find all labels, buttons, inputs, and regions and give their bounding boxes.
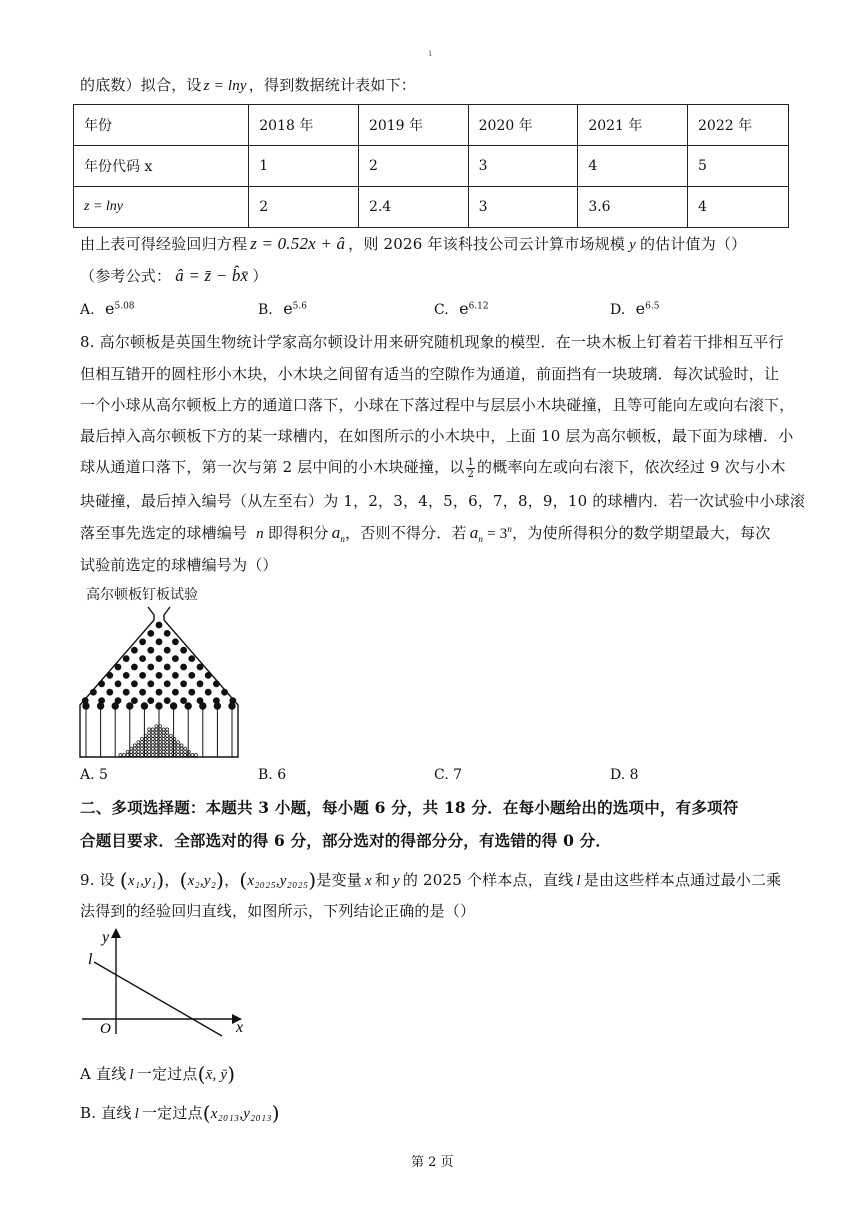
ball [184,754,187,757]
intro-text-b: ，得到数据统计表如下： [248,76,416,94]
ball [166,741,169,744]
ball [169,750,172,753]
q9-option-a-text-b: 一定过点 [136,1065,198,1083]
table-cell: 3 [468,146,578,187]
funnel-left [148,607,154,620]
q8-line-5 [80,456,786,480]
q8-text-5a: 球从通道口落下，第一次与第 2 层中间的小木块碰撞，以 [80,458,465,476]
ball [155,731,158,734]
peg [156,638,163,645]
q9-line-2: 法得到的经验回归直线，如图所示，下列结论正确的是（） [80,902,476,920]
peg [205,672,212,679]
q8-line-7 [80,522,771,544]
ball [155,747,158,750]
ball [148,744,151,747]
q7-reference-formula [80,265,268,286]
q9-line-1 [80,868,781,892]
option-exponent: 5.6 [292,301,307,312]
one-half-fraction [466,457,475,480]
galton-figure-title: 高尔顿板钉板试验 [86,587,198,603]
ball [166,738,169,741]
table-cell: 4 [578,146,688,187]
table-cell: 2021 年 [578,105,688,146]
q7-text-b: ，则 2026 年该科技公司云计算市场规模 [348,235,626,253]
option-base: e [105,299,115,318]
ball [141,738,144,741]
q8-option-2: B. 6 [258,767,287,783]
peg [188,672,195,679]
peg [115,664,122,671]
ball [126,750,129,753]
q8-text-7c: ，否则不得分．若 [345,524,467,542]
option-base: e [283,299,293,318]
peg [156,622,163,629]
q7-line-1 [80,233,746,254]
ball [180,750,183,753]
ball [195,754,198,757]
ball [155,734,158,737]
peg [172,655,179,662]
q9-var-x: x [364,873,372,889]
q9-text-b: 是变量 [316,871,362,889]
peg [172,672,179,679]
peg [147,664,154,671]
table-row [74,187,789,228]
peg [131,647,138,654]
sample-point-1: (x₁,y₁) [119,868,165,892]
ball [166,754,169,757]
table-cell: 2 [358,146,468,187]
q8-sup-n: n [507,524,513,534]
ball [133,750,136,753]
ball [151,754,154,757]
q8-text-7b: 即得积分 [267,524,329,542]
q9-option-a-var-l: l [129,1067,134,1083]
ball [151,750,154,753]
peg [164,664,171,671]
ball [151,728,154,731]
slot-peg [170,703,176,709]
ball [148,734,151,737]
q9-option-b-var-l: l [134,1106,139,1122]
ball [177,741,180,744]
mean-point: (x̄, ȳ) [197,1062,236,1086]
ball [155,744,158,747]
q8-sub-n: n [340,534,346,544]
peg [197,664,204,671]
ball [184,750,187,753]
ref-formula: â = z̄ − b̂x̄ [175,266,249,285]
ball [166,734,169,737]
sample-point-1-text: x₁,y₁ [127,873,157,889]
table-row [74,146,789,187]
peg [131,664,138,671]
q9-var-l: l [576,873,581,889]
ball [169,734,172,737]
ball [162,734,165,737]
peg [164,647,171,654]
point-2013-text: x₂₀₁₃,y₂₀₁₃ [210,1106,272,1122]
slot-peg [112,703,118,709]
ball [162,741,165,744]
q8-text-7a: 落至事先选定的球槽编号 [80,524,248,542]
q9-option-b-text: B. 直线 [80,1104,132,1122]
ball [177,747,180,750]
q9-number: 9. 设 [80,871,115,889]
slot-peg [127,703,133,709]
peg [213,680,220,687]
ball [169,741,172,744]
ball [162,750,165,753]
q7-option-b [258,299,307,318]
axis-label-y: y [102,929,110,946]
q7-option-c [434,299,489,318]
ball [148,728,151,731]
ball [151,744,154,747]
ball [166,750,169,753]
table-cell: 年份 [74,105,249,146]
page-footer: 第 2 页 [411,1155,454,1170]
table-cell: 3 [468,187,578,228]
peg [123,672,130,679]
ball [155,754,158,757]
ball [191,754,194,757]
section2-heading-line-2: 合题目要求．全部选对的得 6 分，部分选对的得部分分，有选错的得 0 分． [80,831,612,850]
peg [139,689,146,696]
peg [147,680,154,687]
ball [162,744,165,747]
peg [180,680,187,687]
ball [169,747,172,750]
slot-peg [214,703,220,709]
q8-a-n: a [331,523,341,542]
ball [184,747,187,750]
table-cell: 年份代码 x [74,146,249,187]
intro-equation: z = lny [203,78,247,94]
ball [162,754,165,757]
origin-label: O [100,1021,111,1037]
sample-point-2-text: x₂,y₂ [187,873,217,889]
q8-text-7d: ，为使所得积分的数学期望最大，每次 [512,524,771,542]
q9-option-b-text-b: 一定过点 [141,1104,203,1122]
regression-equation: z = 0.52x + â [250,234,346,253]
ball [166,728,169,731]
peg [156,672,163,679]
q9-text-d: 是由这些样本点通过最小二乘 [583,871,782,889]
ref-label: （参考公式： [80,267,172,285]
peg [164,680,171,687]
peg [180,647,187,654]
fraction-numerator: 1 [467,456,475,468]
peg [188,689,195,696]
table-cell: z = lny [74,187,249,228]
q8-var-n: n [256,526,264,542]
table-cell: 2 [249,187,359,228]
q8-sub-n-2: n [478,534,484,544]
q9-option-a-text: A 直线 [80,1065,127,1083]
sample-point-2025-text: x₂₀₂₅,y₂₀₂₅ [247,873,309,889]
table-cell: 3.6 [578,187,688,228]
table-cell: 4 [688,187,789,228]
ball [155,728,158,731]
table-cell: 2018 年 [249,105,359,146]
ball [162,747,165,750]
intro-line [80,74,416,95]
ball [169,744,172,747]
ball [133,744,136,747]
slot-peg [185,703,191,709]
ball [169,738,172,741]
table-cell: 2022 年 [688,105,789,146]
ball [180,744,183,747]
q8-option-4: D. 8 [610,767,639,783]
collected-balls [119,725,198,757]
ball [148,750,151,753]
slot-peg [141,703,147,709]
fraction-denominator: 2 [467,468,475,480]
ball [126,754,129,757]
ball [155,725,158,728]
peg [221,689,228,696]
ball [162,728,165,731]
q8-line-8: 试验前选定的球槽编号为（） [80,556,278,574]
ball [141,741,144,744]
ball [166,744,169,747]
ball [148,741,151,744]
q9-option-a [80,1062,235,1086]
q8-a-n-eq: a [469,523,479,542]
peg [180,697,187,704]
q8-line-4: 最后掉入高尔顿板下方的某一球槽内，在如图所示的小木块中，上面 10 层为高尔顿板，最下面为球槽．小 [80,427,794,445]
ball [162,731,165,734]
peg [106,672,113,679]
ref-close: ） [252,267,268,285]
option-base: e [459,299,469,318]
q8-line-1: 8. 高尔顿板是英国生物统计学家高尔顿设计用来研究随机现象的模型．在一块木板上钉着若干排相互平行 [80,333,784,351]
ball-slots [83,703,235,757]
peg [139,672,146,679]
option-label: B. [258,302,273,318]
sep-2: ， [224,871,240,889]
ball [148,754,151,757]
q8-text-5b: 的概率向左或向右滚下，依次经过 9 次与小木 [477,458,786,476]
peg-grid [82,622,236,704]
ball [180,754,183,757]
peg [188,655,195,662]
peg [131,680,138,687]
regression-line-l [94,962,222,1036]
slot-peg [83,703,89,709]
ball [148,738,151,741]
ball [137,747,140,750]
intro-text-a: 的底数）拟合，设 [80,76,202,94]
q8-option-3: C. 7 [434,767,463,783]
slot-peg [156,703,162,709]
peg [98,680,105,687]
ball [162,738,165,741]
ball [169,754,172,757]
mean-point-text: x̄, ȳ [205,1067,228,1083]
ball [141,747,144,750]
ball [166,731,169,734]
line-label-l: l [88,951,93,968]
peg [172,638,179,645]
sample-point-2: (x₂,y₂) [179,868,225,892]
q9-option-b [80,1101,280,1125]
header-mark: 1 [428,50,433,58]
option-exponent: 5.08 [114,301,135,312]
q9-var-y: y [393,873,400,889]
ball [148,731,151,734]
peg [147,647,154,654]
ball [123,754,126,757]
ball [137,750,140,753]
table-cell: 2019 年 [358,105,468,146]
q8-eq-rhs: = 3 [487,526,508,542]
q7-var-y: y [629,237,636,253]
peg [172,689,179,696]
peg [205,689,212,696]
slot-peg [229,703,235,709]
table-cell: 1 [249,146,359,187]
ball [151,738,154,741]
ball [151,747,154,750]
q7-option-a [80,299,135,318]
q7-text-c: 的估计值为（） [639,235,747,253]
point-2013: (x₂₀₁₃,y₂₀₁₃) [202,1101,280,1125]
axis-label-x: x [236,1019,244,1036]
q8-line-2: 但相互错开的圆柱形小木块，小木块之间留有适当的空隙作为通道，前面挡有一块玻璃．每次试验时，让 [80,365,780,383]
table-row [74,105,789,146]
statistics-table [73,104,789,228]
sep-1: ， [164,871,180,889]
option-base: e [635,299,646,318]
ball [119,754,122,757]
ball [151,741,154,744]
ball [155,741,158,744]
ball [166,747,169,750]
ball [148,747,151,750]
peg [123,689,130,696]
peg [139,638,146,645]
peg [147,630,154,637]
peg [156,655,163,662]
ball [137,754,140,757]
peg [123,655,130,662]
q9-text-c: 的 2025 个样本点，直线 [402,871,574,889]
ball [151,734,154,737]
ball [141,744,144,747]
option-label: C. [434,302,449,318]
peg [156,689,163,696]
section2-heading-line-1: 二、多项选择题：本题共 3 小题，每小题 6 分，共 18 分．在每小题给出的选项中，有多项符 [80,798,739,817]
galton-board-figure [78,605,240,761]
option-label: A. [80,302,95,318]
ball [180,747,183,750]
regression-line-figure [80,926,252,1038]
ball [133,754,136,757]
ball [155,738,158,741]
peg [164,697,171,704]
ball [141,750,144,753]
q7-text-a: 由上表可得经验回归方程 [80,235,248,253]
ball [151,731,154,734]
option-exponent: 6.5 [645,301,660,312]
peg [180,664,187,671]
ball [133,747,136,750]
q7-option-d [610,299,659,318]
sample-point-2025: (x₂₀₂₅,y₂₀₂₅) [239,868,317,892]
ball [141,754,144,757]
option-label: D. [610,302,626,318]
peg [131,697,138,704]
ball [177,754,180,757]
table-cell: 2.4 [358,187,468,228]
q9-and: 和 [374,871,391,889]
peg [197,680,204,687]
ball [137,741,140,744]
funnel-right [164,607,170,620]
q8-option-1: A. 5 [80,767,108,783]
slot-peg [200,703,206,709]
slot-peg [97,703,103,709]
peg [139,655,146,662]
table-cell: 2020 年 [468,105,578,146]
peg [164,630,171,637]
ball [137,744,140,747]
table-cell: 5 [688,146,789,187]
q8-line-3: 一个小球从高尔顿板上方的通道口落下，小球在下落过程中与层层小木块碰撞，且等可能向左或向右滚下， [80,396,795,414]
ball [177,750,180,753]
option-exponent: 6.12 [468,301,489,312]
y-axis-arrow [111,928,121,938]
peg [147,697,154,704]
ball [155,750,158,753]
peg [115,680,122,687]
q8-line-6: 块碰撞，最后掉入编号（从左至右）为 1，2，3，4，5，6，7，8，9，10 的球槽内．若一次试验中小球滚 [80,492,806,510]
ball [177,744,180,747]
peg [106,689,113,696]
peg [90,689,97,696]
